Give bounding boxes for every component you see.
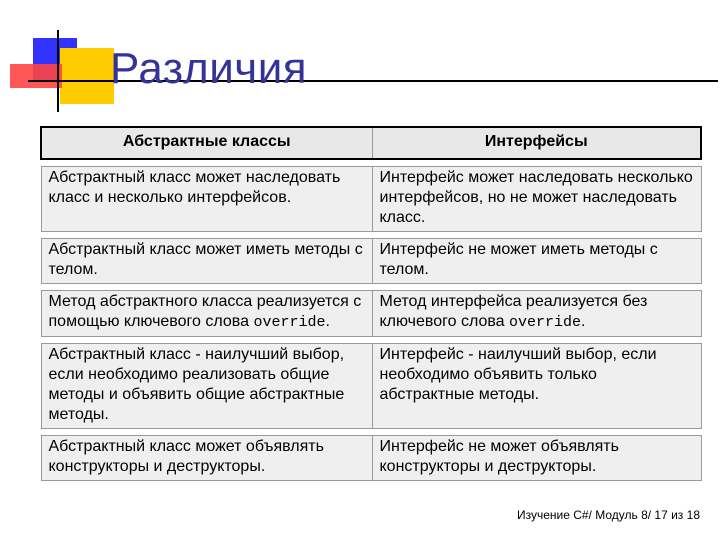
table-row [41,344,701,429]
table-row [41,239,701,284]
code-keyword: override [509,314,582,331]
row-separator [41,232,701,239]
row-separator [41,284,701,291]
slide-footer: Изучение C#/ Модуль 8/ 17 из 18 [516,508,700,522]
table-row [41,436,701,481]
cell-text: . [581,313,586,330]
cell-abstract: Абстрактный класс может объявлять конструкторы и деструкторы. [41,436,372,481]
comparison-table [40,126,702,481]
row-separator [41,337,701,344]
code-keyword: override [253,314,326,331]
table-row [41,291,701,337]
cell-text: Метод абстрактного класса реализуется с помощью ключевого слова [48,293,362,330]
cell-interface: Интерфейс не может иметь методы с телом. [372,239,701,284]
slide-title: Различия [110,44,308,93]
header-interfaces: Интерфейсы [372,127,701,159]
cell-abstract: Абстрактный класс может иметь методы с телом. [41,239,372,284]
cell-abstract: Абстрактный класс может наследовать класс и несколько интерфейсов. [41,167,372,232]
cell-text: Метод интерфейса реализуется без ключевого слова [379,293,648,330]
table-header-row [41,127,701,159]
cell-interface: Интерфейс не может объявлять конструкторы и деструкторы. [372,436,701,481]
row-separator [41,159,701,167]
row-separator [41,429,701,436]
cell-interface: Интерфейс может наследовать несколько интерфейсов, но не может наследовать класс. [372,167,701,232]
header-abstract-classes: Абстрактные классы [41,127,372,159]
cell-abstract [41,291,372,337]
cell-interface: Интерфейс - наилучший выбор, если необходимо объявить только абстрактные методы. [372,344,701,429]
decor-vertical-line [57,30,59,112]
decor-red-square [10,64,62,88]
cell-abstract: Абстрактный класс - наилучший выбор, если необходимо реализовать общие методы и объявить общие абстрактные методы. [41,344,372,429]
cell-text: . [325,313,330,330]
cell-interface [372,291,701,337]
decor-yellow-square [60,48,114,104]
table-row [41,167,701,232]
